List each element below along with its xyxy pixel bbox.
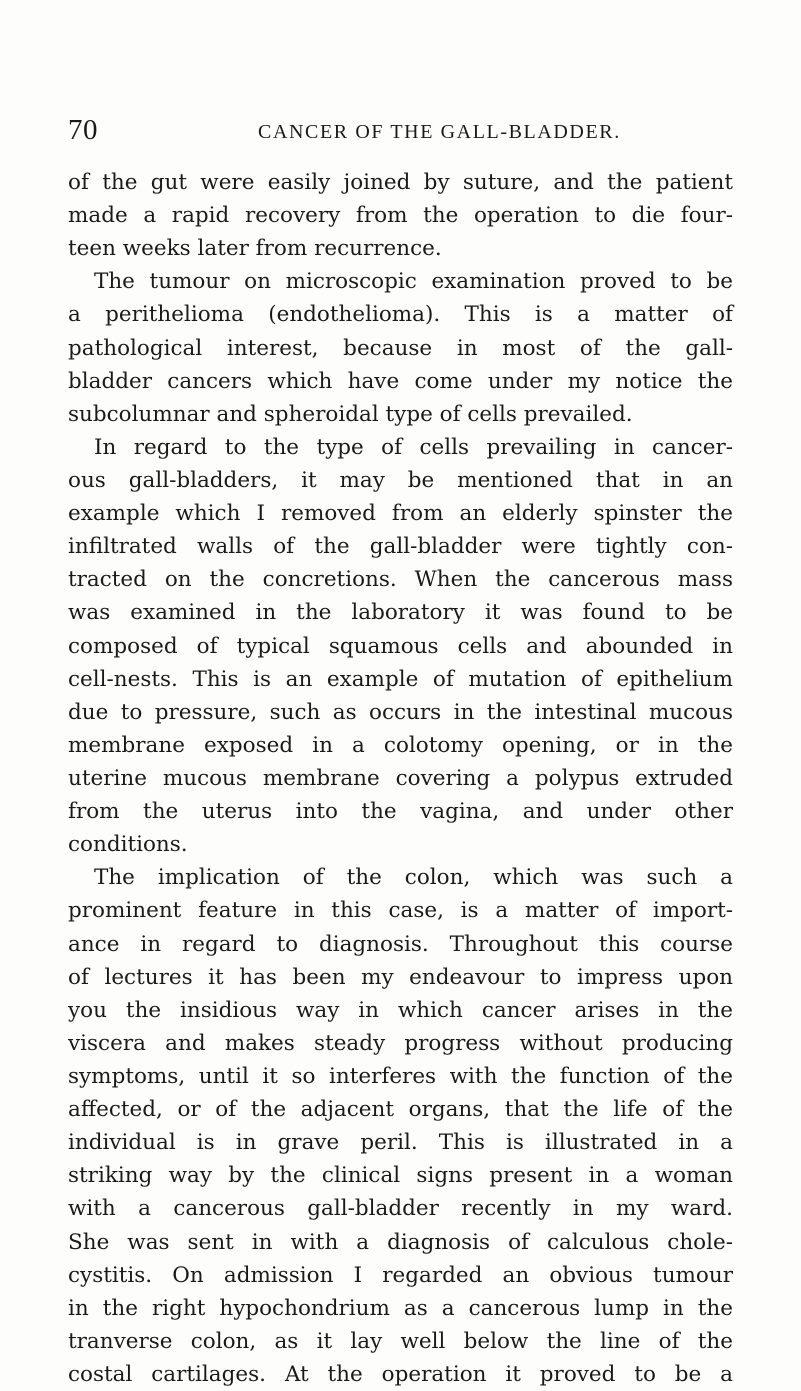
text-line: individual is in grave peril. This is illustrated in a <box>68 1130 733 1156</box>
text-line: in the right hypochondrium as a cancerous lump in the <box>68 1295 733 1321</box>
text-line: infiltrated walls of the gall-bladder were tightly con- <box>68 534 733 560</box>
paragraph-start-line: The tumour on microscopic examination proved to be <box>94 269 733 295</box>
text-line: uterine mucous membrane covering a polypus extruded <box>68 765 733 791</box>
text-line: ous gall-bladders, it may be mentioned that in an <box>68 467 733 493</box>
text-line: you the insidious way in which cancer arises in the <box>68 997 733 1023</box>
text-line: cystitis. On admission I regarded an obvious tumour <box>68 1262 733 1288</box>
text-line: of the gut were easily joined by suture, and the patient <box>68 170 733 195</box>
text-line: membrane exposed in a colotomy opening, or in the <box>68 732 733 758</box>
text-line: She was sent in with a diagnosis of calculous chole- <box>68 1229 733 1255</box>
text-line: with a cancerous gall-bladder recently in my ward. <box>68 1196 733 1222</box>
text-line: viscera and makes steady progress without producing <box>68 1030 733 1056</box>
page-number: 70 <box>68 114 98 146</box>
text-line: was examined in the laboratory it was found to be <box>68 600 733 626</box>
text-line: subcolumnar and spheroidal type of cells prevailed. <box>68 401 633 427</box>
text-line: a perithelioma (endothelioma). This is a matter of <box>68 302 733 328</box>
text-line: ance in regard to diagnosis. Throughout this course <box>68 931 733 957</box>
text-line: cell-nests. This is an example of mutation of epithelium <box>68 666 733 692</box>
text-line: pathological interest, because in most of the gall- <box>68 335 733 361</box>
paragraph-start-line: The implication of the colon, which was such a <box>94 865 733 891</box>
running-title: CANCER OF THE GALL-BLADDER. <box>258 121 621 143</box>
text-line: symptoms, until it so interferes with the function of the <box>68 1063 733 1089</box>
text-line: from the uterus into the vagina, and under other <box>68 799 733 825</box>
text-line: striking way by the clinical signs present in a woman <box>68 1163 733 1189</box>
text-line: due to pressure, such as occurs in the intestinal mucous <box>68 699 733 725</box>
text-line: costal cartilages. At the operation it proved to be a <box>68 1361 733 1387</box>
text-line: teen weeks later from recurrence. <box>68 236 442 262</box>
text-line: of lectures it has been my endeavour to impress upon <box>68 964 733 990</box>
text-line: bladder cancers which have come under my notice the <box>68 368 733 394</box>
text-line: conditions. <box>68 832 188 858</box>
text-line: made a rapid recovery from the operation to die four- <box>68 203 733 229</box>
text-line: composed of typical squamous cells and abounded in <box>68 633 733 659</box>
text-line: tranverse colon, as it lay well below the line of the <box>68 1328 733 1354</box>
running-head <box>68 114 733 146</box>
text-line: prominent feature in this case, is a matter of import- <box>68 898 733 924</box>
body-text <box>68 166 733 1391</box>
text-line: example which I removed from an elderly spinster the <box>68 501 733 527</box>
text-line: tracted on the concretions. When the cancerous mass <box>68 567 733 593</box>
text-line: affected, or of the adjacent organs, that the life of the <box>68 1097 733 1123</box>
paragraph-start-line: In regard to the type of cells prevailing in cancer- <box>94 434 733 460</box>
